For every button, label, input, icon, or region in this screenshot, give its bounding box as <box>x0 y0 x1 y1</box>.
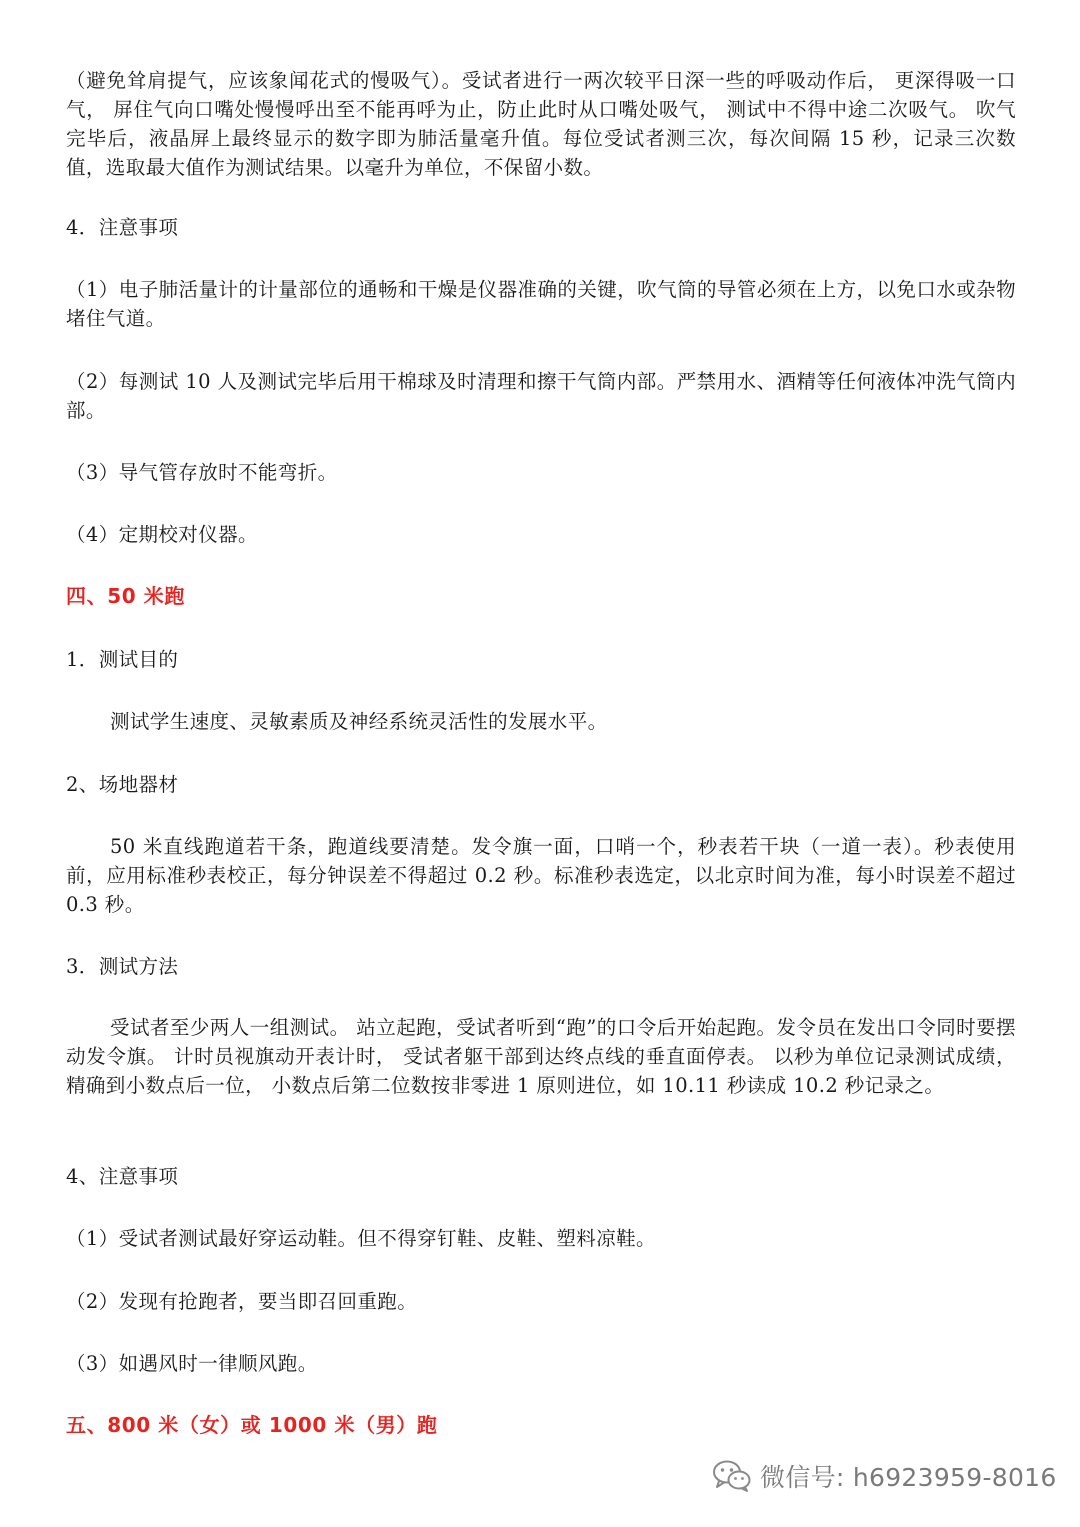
watermark-text: 微信号: h6923959-8016 <box>760 1463 1057 1492</box>
section-title-800m-1000m-run: 五、800 米（女）或 1000 米（男）跑 <box>66 1413 438 1437</box>
precaution-item-1: （1）受试者测试最好穿运动鞋。但不得穿钉鞋、皮鞋、塑料凉鞋。 <box>66 1227 656 1250</box>
note-item-1: （1）电子肺活量计的计量部位的通畅和干燥是仪器准确的关键，吹气筒的导管必须在上方，以免口水或杂物堵住气道。 <box>66 278 1016 330</box>
precaution-item-3: （3）如遇风时一律顺风跑。 <box>66 1352 318 1375</box>
wechat-watermark <box>712 1456 1057 1496</box>
wechat-icon <box>712 1459 752 1493</box>
paragraph-test-purpose: 测试学生速度、灵敏素质及神经系统灵活性的发展水平。 <box>110 710 608 733</box>
paragraph-venue-equipment: 50 米直线跑道若干条，跑道线要清楚。发令旗一面，口哨一个，秒表若干块（一道一表）。秒表使用前，应用标准秒表校正，每分钟误差不得超过 0.2 秒。标准秒表选定，以北京时间为准，每小时误差不超过 0.3 秒。 <box>66 835 1016 916</box>
note-item-4: （4）定期校对仪器。 <box>66 523 258 546</box>
note-item-2: （2）每测试 10 人及测试完毕后用干棉球及时清理和擦干气筒内部。严禁用水、酒精等任何液体冲洗气筒内部。 <box>66 370 1016 422</box>
notes-heading: 4．注意事项 <box>66 216 179 239</box>
paragraph-breathing-method: （避免耸肩提气，应该象闻花式的慢吸气）。受试者进行一两次较平日深一些的呼吸动作后， 更深得吸一口气， 屏住气向口嘴处慢慢呼出至不能再呼为止，防止此时从口嘴处吸气， 测试中不得中途二次吸气。 吹气完毕后，液晶屏上最终显示的数字即为肺活量毫升值。每位受试者测三次，每次间隔 15 秒，记录三次数值，选取最大值作为测试结果。以毫升为单位，不保留小数。 <box>66 69 1016 179</box>
subheading-test-purpose: 1．测试目的 <box>66 648 179 671</box>
paragraph-test-method: 受试者至少两人一组测试。 站立起跑，受试者听到“跑”的口令后开始起跑。发令员在发出口令同时要摆动发令旗。 计时员视旗动开表计时， 受试者躯干部到达终点线的垂直面停表。 以秒为单位记录测试成绩， 精确到小数点后一位， 小数点后第二位数按非零进 1 原则进位，如 10.11 秒读成 10.2 秒记录之。 <box>66 1016 1016 1097</box>
subheading-test-method: 3．测试方法 <box>66 955 179 978</box>
subheading-venue-equipment: 2、场地器材 <box>66 773 179 796</box>
subheading-precautions: 4、注意事项 <box>66 1165 179 1188</box>
note-item-3: （3）导气管存放时不能弯折。 <box>66 461 338 484</box>
section-title-50m-run: 四、50 米跑 <box>66 584 185 608</box>
precaution-item-2: （2）发现有抢跑者，要当即召回重跑。 <box>66 1290 418 1313</box>
